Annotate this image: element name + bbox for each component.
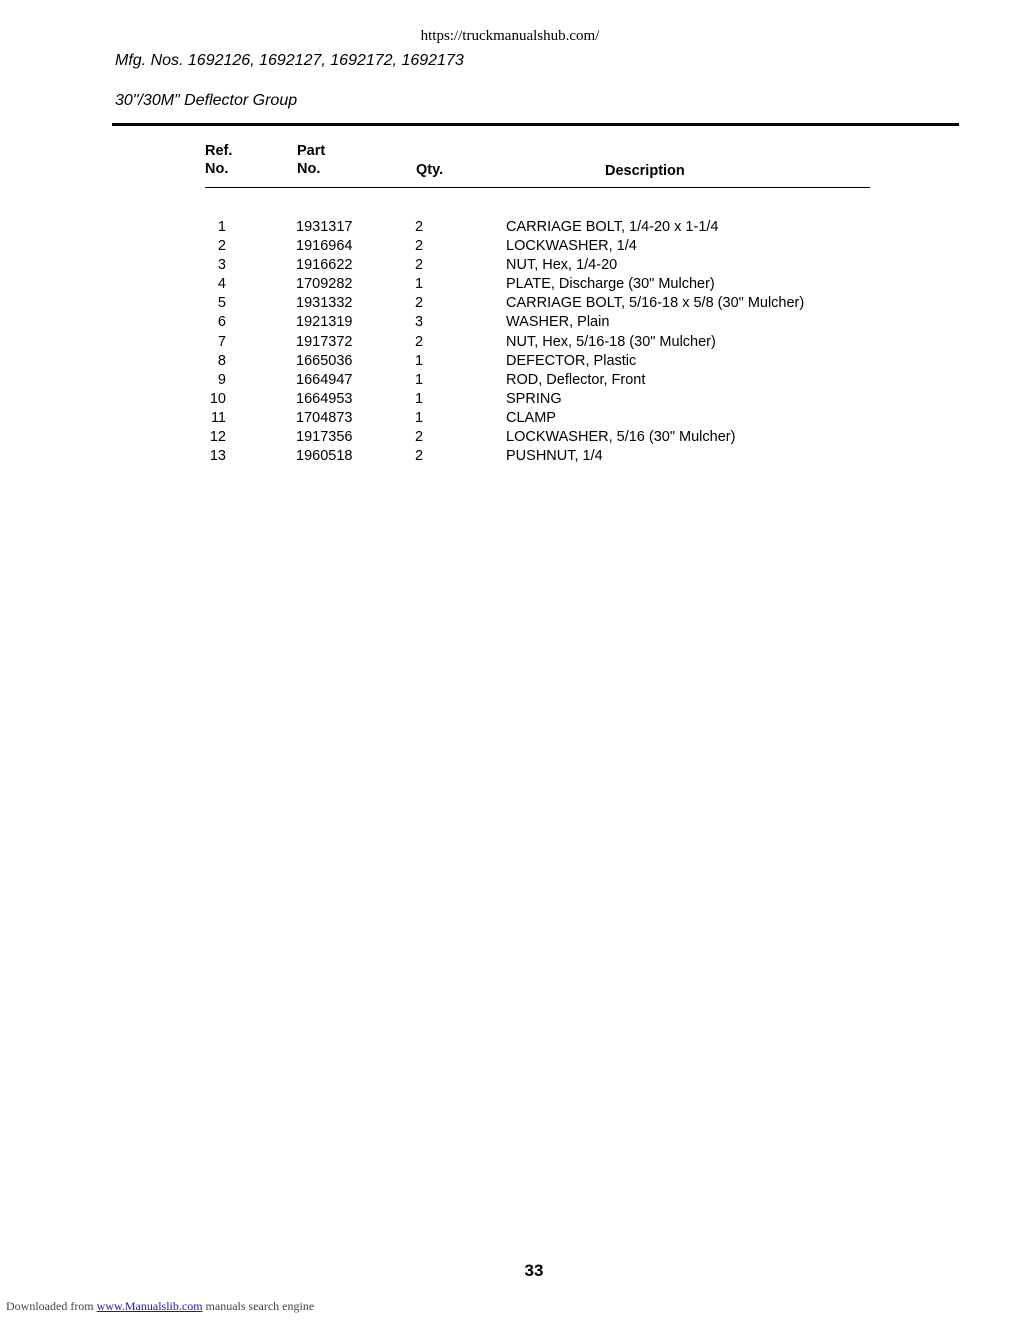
group-title: 30"/30M" Deflector Group bbox=[115, 92, 298, 109]
table-row bbox=[0, 390, 1020, 409]
qty-cell: 2 bbox=[415, 295, 424, 312]
ref-cell: 6 bbox=[217, 314, 226, 331]
part-cell: 1916964 bbox=[296, 238, 353, 255]
header-qty: Qty. bbox=[416, 162, 444, 178]
part-cell: 1665036 bbox=[296, 352, 353, 369]
header-divider bbox=[205, 187, 870, 188]
qty-cell: 2 bbox=[415, 219, 424, 235]
footer-suffix: manuals search engine bbox=[205, 1299, 315, 1313]
header-ref-line2: No. bbox=[205, 161, 229, 177]
qty-cell: 2 bbox=[415, 257, 424, 274]
ref-cell: 8 bbox=[217, 352, 226, 369]
header-description: Description bbox=[605, 163, 685, 179]
desc-cell: CARRIAGE BOLT, 5/16-18 x 5/8 (30" Mulcher) bbox=[506, 295, 805, 312]
desc-cell: CLAMP bbox=[506, 409, 556, 426]
table-row bbox=[0, 256, 1020, 275]
ref-cell: 12 bbox=[209, 429, 226, 446]
qty-cell: 1 bbox=[415, 371, 424, 388]
table-row bbox=[0, 352, 1020, 371]
desc-cell: WASHER, Plain bbox=[506, 314, 610, 331]
part-cell: 1916622 bbox=[296, 257, 353, 274]
table-row bbox=[0, 428, 1020, 447]
table-row bbox=[0, 294, 1020, 313]
manualslib-link[interactable]: www.Manualslib.com bbox=[96, 1299, 203, 1313]
ref-cell: 13 bbox=[209, 448, 226, 465]
table-row bbox=[0, 409, 1020, 428]
desc-cell: ROD, Deflector, Front bbox=[506, 371, 646, 388]
desc-cell: CARRIAGE BOLT, 1/4-20 x 1-1/4 bbox=[506, 219, 719, 235]
part-cell: 1917356 bbox=[296, 429, 353, 446]
qty-cell: 2 bbox=[415, 429, 424, 446]
ref-cell: 1 bbox=[217, 219, 226, 235]
qty-cell: 2 bbox=[415, 448, 424, 465]
part-cell: 1960518 bbox=[296, 448, 353, 465]
desc-cell: LOCKWASHER, 5/16 (30" Mulcher) bbox=[506, 429, 736, 446]
desc-cell: NUT, Hex, 5/16-18 (30" Mulcher) bbox=[506, 333, 716, 350]
desc-cell: PUSHNUT, 1/4 bbox=[506, 448, 603, 465]
ref-cell: 11 bbox=[210, 409, 226, 426]
qty-cell: 1 bbox=[415, 409, 424, 426]
page-number: 33 bbox=[524, 1261, 544, 1280]
download-footer bbox=[6, 1299, 314, 1314]
qty-cell: 2 bbox=[415, 333, 424, 350]
ref-cell: 7 bbox=[217, 333, 226, 350]
ref-cell: 4 bbox=[217, 276, 226, 293]
part-cell: 1921319 bbox=[296, 314, 353, 331]
desc-cell: NUT, Hex, 1/4-20 bbox=[506, 257, 618, 274]
part-cell: 1931317 bbox=[296, 219, 353, 235]
part-cell: 1664947 bbox=[296, 371, 353, 388]
part-cell: 1664953 bbox=[296, 390, 353, 407]
title-divider bbox=[112, 123, 959, 126]
parts-table-body bbox=[0, 218, 1020, 466]
table-row bbox=[0, 333, 1020, 352]
ref-cell: 5 bbox=[217, 295, 226, 312]
desc-cell: PLATE, Discharge (30" Mulcher) bbox=[506, 276, 715, 293]
part-cell: 1704873 bbox=[296, 409, 353, 426]
part-cell: 1931332 bbox=[296, 295, 353, 312]
desc-cell: DEFECTOR, Plastic bbox=[506, 352, 637, 369]
table-row bbox=[0, 313, 1020, 332]
qty-cell: 3 bbox=[415, 314, 424, 331]
ref-cell: 2 bbox=[217, 238, 226, 255]
footer-prefix: Downloaded from bbox=[6, 1299, 94, 1313]
qty-cell: 2 bbox=[415, 238, 424, 255]
mfg-numbers: Mfg. Nos. 1692126, 1692127, 1692172, 1692173 bbox=[115, 52, 464, 69]
table-row bbox=[0, 371, 1020, 390]
qty-cell: 1 bbox=[415, 276, 424, 293]
qty-cell: 1 bbox=[415, 390, 424, 407]
source-url: https://truckmanualshub.com/ bbox=[420, 28, 600, 44]
ref-cell: 3 bbox=[217, 257, 226, 274]
header-part bbox=[297, 142, 325, 178]
part-cell: 1709282 bbox=[296, 276, 353, 293]
header-part-line1: Part bbox=[297, 143, 326, 159]
ref-cell: 10 bbox=[209, 390, 226, 407]
table-row bbox=[0, 218, 1020, 237]
desc-cell: SPRING bbox=[506, 390, 562, 407]
part-cell: 1917372 bbox=[296, 333, 353, 350]
header-ref-line1: Ref. bbox=[205, 143, 233, 159]
table-row bbox=[0, 237, 1020, 256]
ref-cell: 9 bbox=[217, 371, 226, 388]
qty-cell: 1 bbox=[415, 352, 424, 369]
desc-cell: LOCKWASHER, 1/4 bbox=[506, 238, 637, 255]
table-row bbox=[0, 275, 1020, 294]
header-ref bbox=[205, 142, 232, 178]
table-row bbox=[0, 447, 1020, 466]
header-part-line2: No. bbox=[297, 161, 321, 177]
